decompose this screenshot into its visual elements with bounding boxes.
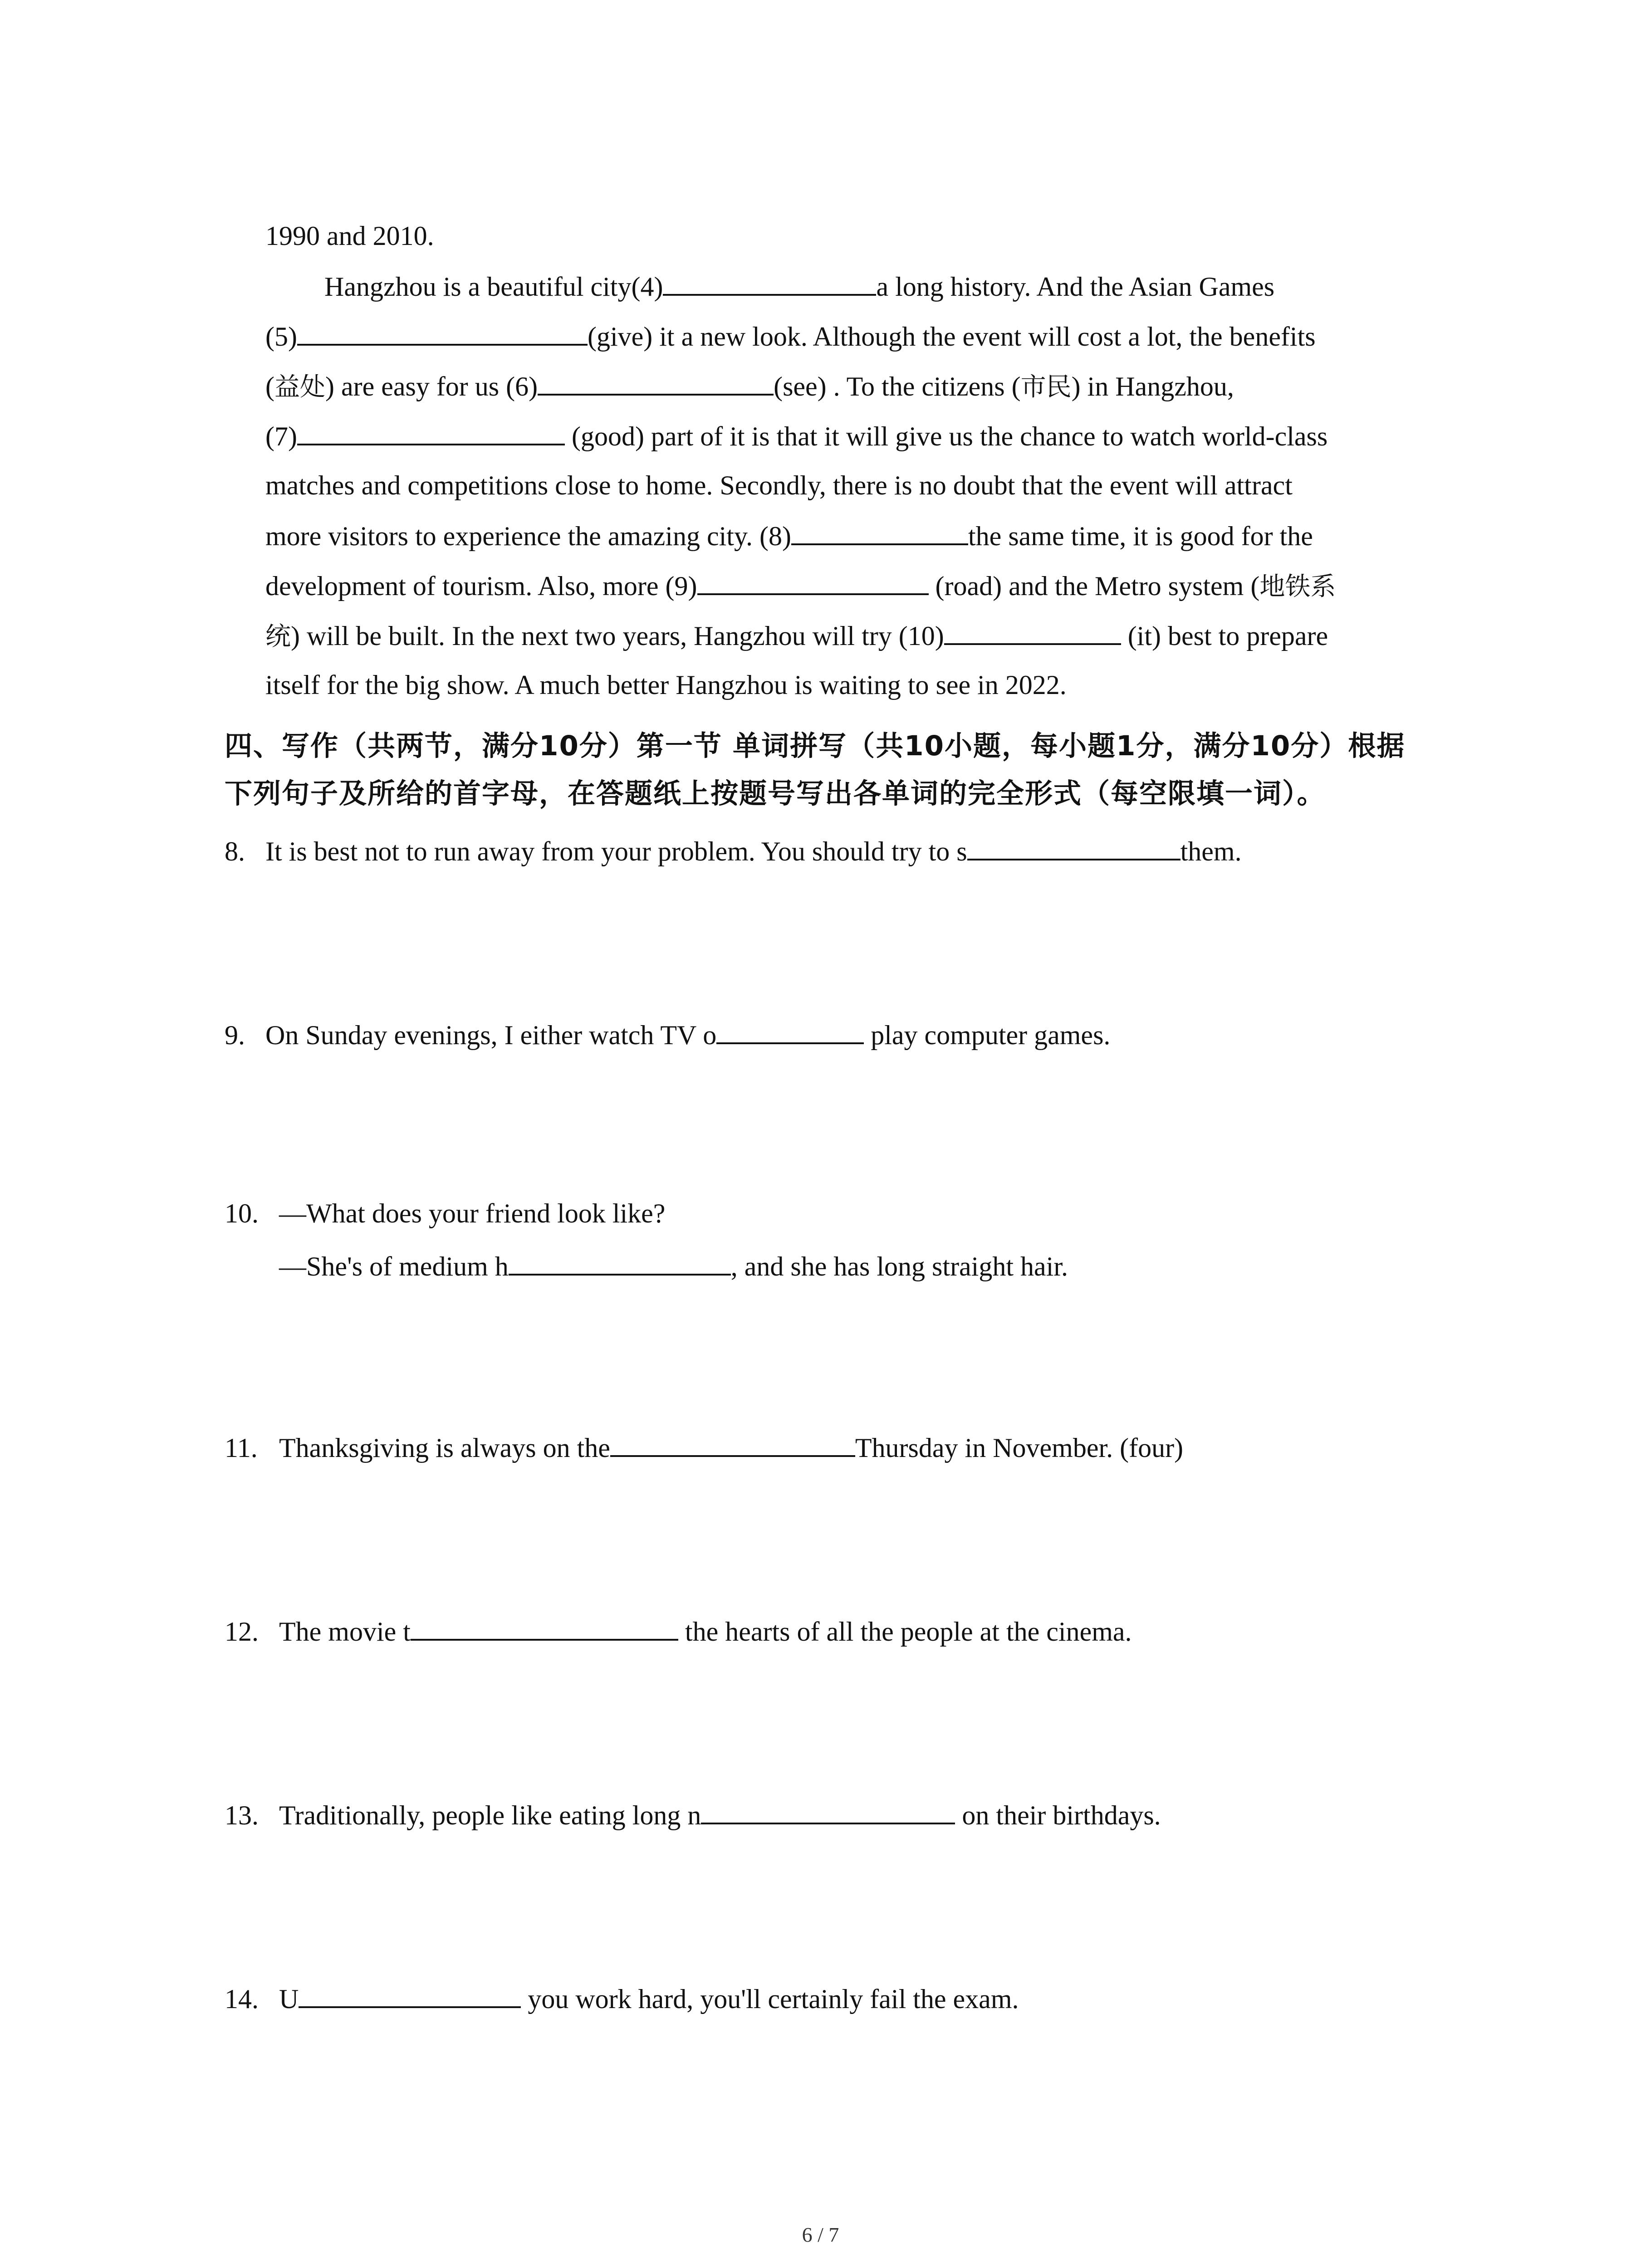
question-8	[225, 832, 1242, 870]
chinese-gloss: 地铁系	[1259, 572, 1336, 601]
passage-text: ) in Hangzhou,	[1071, 371, 1234, 401]
question-number: 8.	[225, 836, 245, 866]
answer-blank-6[interactable]	[538, 367, 774, 396]
section-heading-text: 四、写作（共两节，满分10分）第一节 单词拼写（共10小题，每小题1分，满分10分）根据	[225, 730, 1406, 762]
question-number: 14.	[225, 1984, 259, 2014]
passage-line	[265, 218, 434, 254]
question-text: , and she has long straight hair.	[730, 1251, 1068, 1281]
question-14	[225, 1980, 1019, 2017]
passage-text: matches and competitions close to home. Secondly, there is no doubt that the event will attract	[265, 470, 1293, 500]
question-9	[225, 1016, 1110, 1053]
question-text: Thursday in November. (four)	[855, 1433, 1184, 1463]
question-number: 12.	[225, 1617, 259, 1647]
answer-blank-5[interactable]	[297, 318, 588, 346]
passage-line	[265, 367, 1234, 406]
passage-line	[265, 517, 1313, 554]
passage-text: (good) part of it is that it will give us the chance to watch world-class	[564, 421, 1328, 451]
answer-blank-8[interactable]	[791, 517, 968, 545]
passage-line	[265, 318, 1316, 355]
passage-line	[324, 268, 1274, 305]
page-number-text: 6 / 7	[802, 2223, 839, 2246]
passage-line	[265, 617, 1328, 655]
passage-text: (give) it a new look. Although the event will cost a lot, the benefits	[587, 322, 1316, 352]
section-heading	[225, 773, 1326, 814]
answer-blank-q12[interactable]	[411, 1613, 678, 1641]
passage-text: a long history. And the Asian Games	[876, 272, 1275, 302]
question-13	[225, 1796, 1161, 1833]
passage-text: development of tourism. Also, more (9)	[265, 571, 697, 601]
passage-text: (7)	[265, 421, 297, 451]
chinese-gloss: 市民	[1020, 372, 1072, 402]
passage-text: itself for the big show. A much better Hangzhou is waiting to see in 2022.	[265, 670, 1067, 700]
answer-blank-4[interactable]	[663, 268, 876, 296]
question-text: —She's of medium h	[279, 1251, 509, 1281]
passage-text: (it) best to prepare	[1121, 621, 1328, 651]
question-number: 10.	[225, 1198, 259, 1228]
chinese-gloss: 益处	[274, 372, 325, 402]
answer-blank-q9[interactable]	[716, 1016, 864, 1044]
question-11	[225, 1429, 1183, 1466]
passage-text: 1990 and 2010.	[265, 221, 434, 251]
chinese-gloss: 统	[265, 622, 291, 651]
question-text: On Sunday evenings, I either watch TV o	[265, 1020, 717, 1050]
passage-line	[265, 667, 1067, 703]
passage-text: (5)	[265, 322, 297, 352]
question-number: 13.	[225, 1800, 259, 1830]
question-number: 11.	[225, 1433, 258, 1463]
passage-line	[265, 417, 1327, 455]
question-12	[225, 1613, 1132, 1650]
passage-line	[265, 567, 1336, 605]
page-number	[0, 2223, 1641, 2247]
question-text: play computer games.	[864, 1020, 1111, 1050]
answer-blank-q11[interactable]	[610, 1429, 855, 1457]
passage-text: ) are easy for us (6)	[325, 371, 538, 401]
question-number: 9.	[225, 1020, 245, 1050]
question-text: U	[279, 1984, 299, 2014]
question-text: you work hard, you'll certainly fail the exam.	[521, 1984, 1019, 2014]
answer-blank-q8[interactable]	[967, 832, 1181, 860]
section-heading-text: 下列句子及所给的首字母，在答题纸上按题号写出各单词的完全形式（每空限填一词）。	[225, 777, 1326, 810]
passage-text: more visitors to experience the amazing city. (8)	[265, 521, 792, 551]
answer-blank-7[interactable]	[297, 417, 565, 445]
question-10	[225, 1195, 665, 1232]
answer-blank-9[interactable]	[697, 567, 929, 595]
passage-text: the same time, it is good for the	[968, 521, 1313, 551]
passage-line	[265, 467, 1293, 503]
section-heading	[225, 726, 1405, 767]
question-10-line2	[279, 1247, 1068, 1285]
question-text: the hearts of all the people at the cinema.	[678, 1617, 1132, 1647]
question-text: them.	[1180, 836, 1242, 866]
question-text: —What does your friend look like?	[279, 1198, 666, 1228]
passage-text: (see) . To the citizens (	[774, 371, 1021, 401]
answer-blank-q10[interactable]	[509, 1247, 731, 1276]
passage-text: Hangzhou is a beautiful city(4)	[324, 272, 663, 302]
question-text: The movie t	[279, 1617, 411, 1647]
question-text: It is best not to run away from your problem. You should try to s	[265, 836, 967, 866]
passage-text: (	[265, 371, 274, 401]
answer-blank-q14[interactable]	[299, 1980, 521, 2008]
answer-blank-10[interactable]	[944, 617, 1121, 645]
passage-text: ) will be built. In the next two years, Hangzhou will try (10)	[291, 621, 944, 651]
answer-blank-q13[interactable]	[701, 1796, 955, 1824]
passage-text: (road) and the Metro system (	[928, 571, 1260, 601]
question-text: Traditionally, people like eating long n	[279, 1800, 701, 1830]
question-text: Thanksgiving is always on the	[279, 1433, 610, 1463]
question-text: on their birthdays.	[955, 1800, 1161, 1830]
